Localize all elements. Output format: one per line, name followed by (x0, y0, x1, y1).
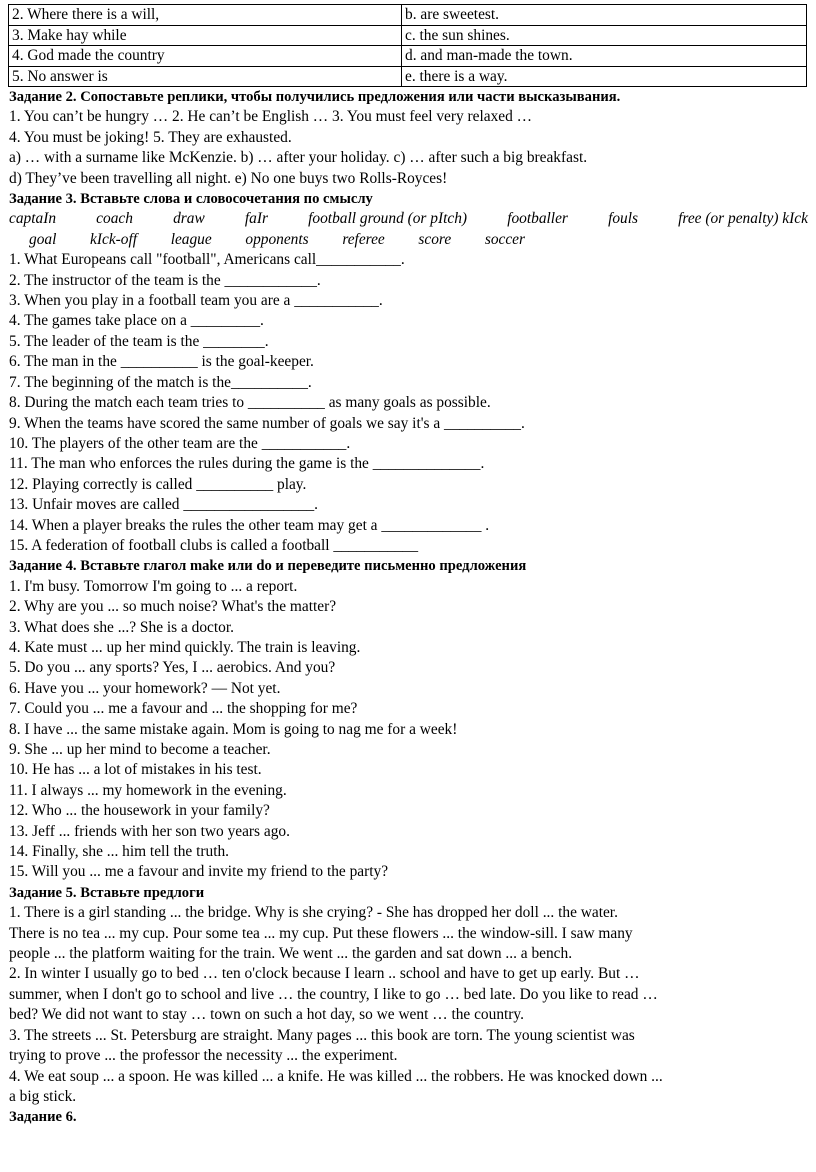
task4-item: 2. Why are you ... so much noise? What's the matter? (9, 598, 337, 616)
table-cell: 2. Where there is a will, (9, 5, 402, 26)
task4-item: 1. I'm busy. Tomorrow I'm going to ... a report. (9, 577, 298, 595)
task3-item: 14. When a player breaks the rules the other team may get a _____________ . (9, 516, 490, 534)
table-row (9, 5, 807, 26)
table-cell: 4. God made the country (9, 46, 402, 67)
word-bank-item: coach (96, 210, 133, 228)
task4-heading: Задание 4. Вставьте глагол make или do и переведите письменно предложения (9, 558, 527, 575)
task5-line: trying to prove ... the professor the necessity ... the experiment. (9, 1047, 398, 1065)
task3-item: 13. Unfair moves are called _________________. (9, 496, 319, 514)
word-bank-item: faIr (244, 210, 268, 228)
task6-heading: Задание 6. (9, 1109, 77, 1126)
task4-item: 12. Who ... the housework in your family? (9, 802, 270, 820)
task3-item: 7. The beginning of the match is the__________. (9, 373, 312, 391)
task4-item: 7. Could you ... me a favour and ... the shopping for me? (9, 700, 358, 718)
task3-item: 4. The games take place on a _________. (9, 312, 264, 330)
task5-line: bed? We did not want to stay … town on such a hot day, so we went … the country. (9, 1006, 524, 1024)
task4-item: 13. Jeff ... friends with her son two years ago. (9, 822, 290, 840)
task3-item: 15. A federation of football clubs is called a football ___________ (9, 536, 419, 554)
task4-item: 14. Finally, she ... him tell the truth. (9, 843, 230, 861)
table-row (9, 66, 807, 87)
task3-item: 9. When the teams have scored the same number of goals we say it's a __________. (9, 414, 525, 432)
task2-line: d) They’ve been travelling all night. e) No one buys two Rolls-Royces! (9, 169, 448, 187)
table-cell: c. the sun shines. (402, 25, 807, 46)
word-bank-item: score (418, 230, 452, 248)
table-row (9, 25, 807, 46)
task2-line: a) … with a surname like McKenzie. b) … after your holiday. c) … after such a big breakfast. (9, 149, 588, 167)
word-bank-item: soccer (484, 230, 525, 248)
task5-line: 3. The streets ... St. Petersburg are straight. Many pages ... this book are torn. The young scientist was (9, 1026, 635, 1044)
table-cell: e. there is a way. (402, 66, 807, 87)
word-bank-item: kIck-off (90, 230, 138, 248)
task4-item: 9. She ... up her mind to become a teacher. (9, 741, 271, 758)
task5-line: 1. There is a girl standing ... the bridge. Why is she crying? - She has dropped her doll ... the water. (9, 904, 618, 922)
task2-line: 4. You must be joking! 5. They are exhausted. (9, 128, 292, 146)
task3-item: 2. The instructor of the team is the ____________. (9, 271, 321, 289)
task5-line: 2. In winter I usually go to bed … ten o'clock because I learn .. school and have to get up early. But … (9, 965, 640, 983)
task4-item: 6. Have you ... your homework? — Not yet. (9, 679, 281, 697)
task4-item: 3. What does she ...? She is a doctor. (9, 618, 234, 636)
task3-item: 1. What Europeans call "football", Americans call___________. (9, 251, 405, 269)
task3-item: 11. The man who enforces the rules during the game is the ______________. (9, 455, 485, 473)
table-row (9, 46, 807, 67)
table-cell: 5. No answer is (9, 66, 402, 87)
task5-line: There is no tea ... my cup. Pour some tea ... my cup. Put these flowers ... the window-sill. I saw many (9, 924, 633, 942)
word-bank-item: football ground (or pItch) (308, 210, 468, 228)
word-bank-item: fouls (608, 210, 638, 228)
word-bank (9, 209, 808, 229)
task5-line: 4. We eat soup ... a spoon. He was killed ... a knife. He was killed ... the robbers. He was knocked down ... (9, 1067, 663, 1085)
table-cell: d. and man-made the town. (402, 46, 807, 67)
task5-line: summer, when I don't go to school and live … the country, I like to go … bed late. Do you like to read … (9, 985, 658, 1003)
word-bank-item: referee (342, 230, 385, 248)
task3-item: 10. The players of the other team are the ___________. (9, 434, 351, 452)
table-cell: 3. Make hay while (9, 25, 402, 46)
task2-line: 1. You can’t be hungry … 2. He can’t be English … 3. You must feel very relaxed … (9, 108, 533, 126)
word-bank-item: footballer (507, 210, 568, 228)
matching-table (8, 4, 807, 87)
task4-item: 4. Kate must ... up her mind quickly. The train is leaving. (9, 638, 361, 656)
word-bank-item: draw (173, 210, 205, 228)
task3-item: 5. The leader of the team is the ________. (9, 332, 269, 350)
task4-item: 11. I always ... my homework in the evening. (9, 781, 287, 799)
task3-item: 3. When you play in a football team you are a ___________. (9, 292, 383, 310)
task3-heading: Задание 3. Вставьте слова и словосочетания по смыслу (9, 191, 373, 208)
word-bank-item: captaIn (9, 210, 57, 228)
table-cell: b. are sweetest. (402, 5, 807, 26)
task5-heading: Задание 5. Вставьте предлоги (9, 884, 205, 901)
task5-line: people ... the platform waiting for the train. We went ... the garden and sat down ... a bench. (9, 945, 573, 963)
task4-item: 10. He has ... a lot of mistakes in his test. (9, 761, 262, 779)
task4-item: 15. Will you ... me a favour and invite my friend to the party? (9, 863, 389, 881)
word-bank (9, 230, 525, 250)
word-bank-item: opponents (245, 230, 309, 248)
word-bank-item: league (170, 230, 212, 248)
task5-line: a big stick. (9, 1087, 77, 1105)
task4-item: 5. Do you ... any sports? Yes, I ... aerobics. And you? (9, 659, 336, 677)
task3-item: 8. During the match each team tries to __________ as many goals as possible. (9, 394, 491, 412)
task3-item: 12. Playing correctly is called __________ play. (9, 475, 307, 493)
task4-item: 8. I have ... the same mistake again. Mom is going to nag me for a week! (9, 720, 458, 738)
word-bank-item: free (or penalty) kIck (678, 210, 808, 228)
task3-item: 6. The man in the __________ is the goal-keeper. (9, 353, 314, 371)
word-bank-item: goal (29, 230, 57, 248)
task2-heading: Задание 2. Сопоставьте реплики, чтобы получились предложения или части высказывания. (9, 89, 621, 105)
